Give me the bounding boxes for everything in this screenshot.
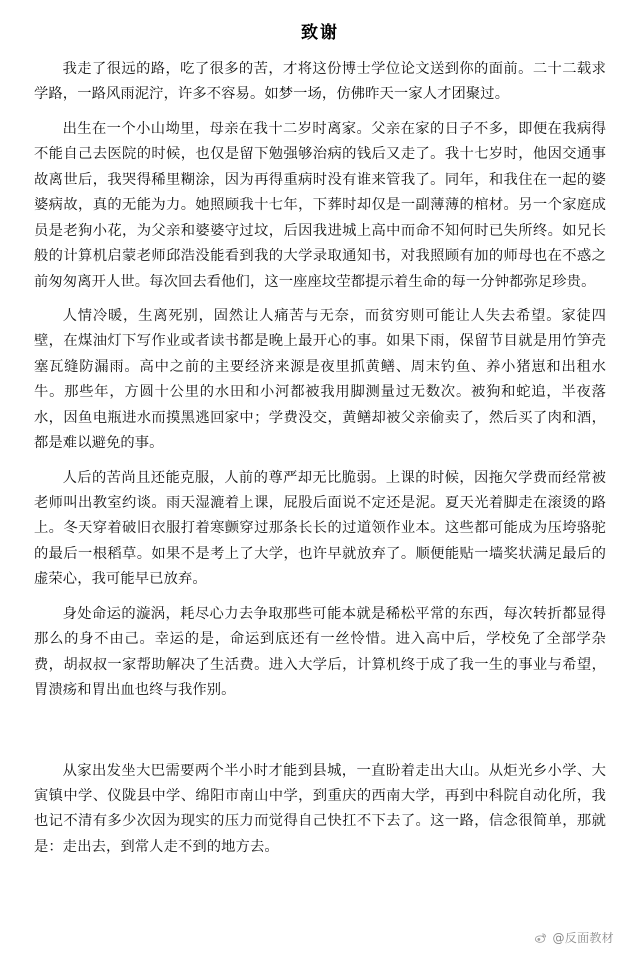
paragraph: 人后的苦尚且还能克服，人前的尊严却无比脆弱。上课的时候，因拖欠学费而经常被老师叫出教室约谈。雨天湿漉着上课，屁股后面说不定还是泥。夏天光着脚走在滚烫的路上。冬天穿着破旧衣服打着寒颤穿过那条长长的过道领作业本。这些都可能成为压垮骆驼的最后一根稻草。如果不是考上了大学，也许早就放弃了。顺便能贴一墙奖状满足最后的虚荣心，我可能早已放弃。	[34, 469, 606, 588]
watermark	[534, 929, 614, 946]
watermark-label: @反面教材	[552, 931, 614, 945]
page-title: 致谢	[301, 23, 339, 43]
weibo-icon	[534, 931, 547, 944]
paragraph: 身处命运的漩涡，耗尽心力去争取那些可能本就是稀松平常的东西，每次转折都显得那么的身不由己。幸运的是，命运到底还有一丝怜惜。进入高中后，学校免了全部学杂费，胡叔叔一家帮助解决了生活费。进入大学后，计算机终于成了我一生的事业与希望，胃溃疡和胃出血也终与我作别。	[34, 605, 606, 699]
paragraph: 人情冷暖，生离死别，固然让人痛苦与无奈，而贫穷则可能让人失去希望。家徒四壁，在煤油灯下写作业或者读书都是晚上最开心的事。如果下雨，保留节目就是用竹笋壳塞瓦缝防漏雨。高中之前的主要经济来源是夜里抓黄鳝、周末钓鱼、养小猪崽和出租水牛。那些年，方圆十公里的水田和小河都被我用脚测量过无数次。被狗和蛇追，半夜落水，因鱼电瓶进水而摸黑逃回家中；学费没交，黄鳝却被父亲偷卖了，然后买了肉和酒，都是难以避免的事。	[34, 307, 606, 452]
paragraph: 从家出发坐大巴需要两个半小时才能到县城，一直盼着走出大山。从炬光乡小学、大寅镇中学、仪陇县中学、绵阳市南山中学，到重庆的西南大学，再到中科院自动化所，我也记不清有多少次因为现实的压力而觉得自己快扛不下去了。这一路，信念很简单，那就是：走出去，到常人走不到的地方去。	[34, 762, 606, 855]
paragraph: 我走了很远的路，吃了很多的苦，才将这份博士学位论文送到你的面前。二十二载求学路，一路风雨泥泞，许多不容易。如梦一场，仿佛昨天一家人才团聚过。	[34, 61, 606, 103]
section-gap	[34, 713, 606, 759]
paragraph: 出生在一个小山坳里，母亲在我十二岁时离家。父亲在家的日子不多，即便在我病得不能自己去医院的时候，也仅是留下勉强够治病的钱后又走了。我十七岁时，他因交通事故离世后，我哭得稀里糊涂，因为再得重病时没有谁来管我了。同年，和我住在一起的婆婆病故，真的无能为力。她照顾我十七年，下葬时却仅是一副薄薄的棺材。另一个家庭成员是老狗小花，为父亲和婆婆守过坟，后因我进城上高中而命不知何时已失所终。如兄长般的计算机启蒙老师邱浩没能看到我的大学录取通知书，对我照顾有加的师母也在不惑之前匆匆离开人世。每次回去看他们，这一座座坟茔都提示着生命的每一分钟都弥足珍贵。	[34, 120, 606, 290]
